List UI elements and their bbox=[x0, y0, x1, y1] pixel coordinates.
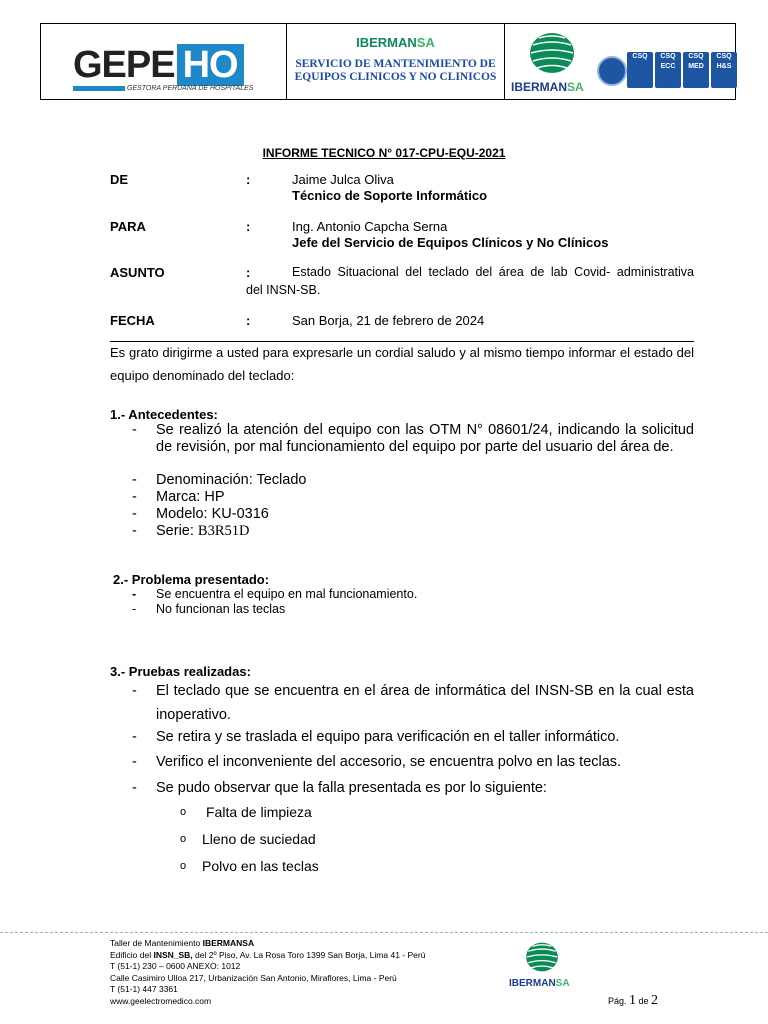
para-name: Ing. Antonio Capcha Serna bbox=[292, 219, 448, 234]
asunto-text-line1: Estado Situacional del teclado del área de lab Covid- administrativa bbox=[292, 265, 694, 279]
intro-paragraph: Es grato dirigirme a usted para expresarle un cordial saludo y al mismo tiempo informar el estado del equipo denominado del teclado: bbox=[110, 345, 694, 383]
footer-line-4: Calle Casimiro Ulloa 217, Urbanización San Antonio, Miraflores, Lima - Perú bbox=[110, 972, 397, 983]
list-item: - Verifico el inconveniente del accesorio, se encuentra polvo en las teclas. bbox=[132, 754, 622, 770]
list-item: - El teclado que se encuentra en el área de informática del INSN-SB en la cual esta inoperativo. bbox=[132, 683, 694, 723]
section-pruebas-heading: 3.- Pruebas realizadas: bbox=[110, 664, 251, 679]
de-role: Técnico de Soporte Informático bbox=[292, 188, 488, 203]
fecha-value: San Borja, 21 de febrero de 2024 bbox=[292, 313, 485, 328]
list-item: - Denominación: Teclado bbox=[132, 472, 307, 488]
para-role: Jefe del Servicio de Equipos Clínicos y No Clínicos bbox=[292, 235, 609, 250]
sub-list-item: o Falta de limpieza bbox=[180, 804, 312, 820]
sub-list-item: o Lleno de suciedad bbox=[180, 831, 316, 847]
list-item: - Serie: B3R51D bbox=[132, 523, 250, 539]
fecha-label: FECHA bbox=[110, 313, 155, 328]
logo-bar bbox=[73, 86, 125, 91]
ibermansa-logo-text: IBERMANSA bbox=[511, 80, 584, 94]
list-item: - No funcionan las teclas bbox=[132, 602, 286, 616]
cert-badge-4: CSQ H&S bbox=[711, 52, 737, 88]
footer-website: www.geelectromedico.com bbox=[110, 995, 212, 1006]
de-name: Jaime Julca Oliva bbox=[292, 172, 394, 187]
list-item: - Se realizó la atención del equipo con las OTM N° 08601/24, indicando la solicitud de revisión, por mal funcionamiento del equipo por parte del usuario del área de. bbox=[132, 422, 694, 455]
asunto-text-line2: del INSN-SB. bbox=[246, 283, 321, 297]
page-number: Pág. 1 de 2 bbox=[608, 993, 659, 1008]
fecha-colon: : bbox=[246, 313, 251, 328]
letterhead bbox=[40, 23, 736, 100]
footer-line-1: Taller de Mantenimiento IBERMANSA bbox=[110, 938, 255, 948]
section-antecedentes-heading: 1.- Antecedentes: bbox=[110, 407, 218, 422]
footer-ibermansa-logo: IBERMANSA bbox=[509, 978, 570, 989]
footer-address bbox=[110, 938, 425, 1008]
list-item: - Se encuentra el equipo en mal funcionamiento. bbox=[132, 587, 418, 601]
ibermansa-globe-icon bbox=[527, 31, 577, 75]
footer-divider bbox=[0, 932, 768, 933]
service-title: SERVICIO DE MANTENIMIENTO DE EQUIPOS CLINICOS Y NO CLINICOS bbox=[294, 58, 497, 83]
section-problema-heading: 2.- Problema presentado: bbox=[113, 572, 270, 587]
ibermansa-title: IBERMANSA bbox=[356, 35, 435, 50]
asunto-label: ASUNTO bbox=[110, 265, 165, 280]
footer-line-5: T (51-1) 447 3361 bbox=[110, 984, 178, 995]
list-item: - Se retira y se traslada el equipo para verificación en el taller informático. bbox=[132, 729, 620, 745]
asunto-colon: : bbox=[246, 265, 251, 280]
list-item: - Modelo: KU-0316 bbox=[132, 506, 269, 522]
gepeho-subtitle: GESTORA PERUANA DE HOSPITALES bbox=[127, 85, 254, 92]
ibermansa-logo-cell bbox=[505, 24, 735, 99]
iqnet-badge-icon bbox=[597, 56, 627, 86]
cert-badge-2: CSQ ECC bbox=[655, 52, 681, 88]
para-label: PARA bbox=[110, 219, 146, 234]
footer-line-2: Edificio del INSN_SB, del 2º Piso, Av. La Rosa Toro 1399 San Borja, Lima 41 - Perú bbox=[110, 949, 426, 960]
para-colon: : bbox=[246, 219, 251, 234]
footer-globe-icon bbox=[524, 940, 560, 974]
list-item: - Se pudo observar que la falla presentada es por lo siguiente: bbox=[132, 780, 547, 796]
list-item: - Marca: HP bbox=[132, 489, 225, 505]
de-label: DE bbox=[110, 172, 129, 187]
cert-badge-1: CSQ bbox=[627, 52, 653, 88]
sub-list-item: o Polvo en las teclas bbox=[180, 858, 319, 874]
cert-badge-3: CSQ MED bbox=[683, 52, 709, 88]
de-colon: : bbox=[246, 172, 251, 187]
gepeho-logo: GEPE HO bbox=[73, 46, 244, 84]
service-title-cell bbox=[287, 24, 505, 99]
footer-line-3: T (51-1) 230 – 0600 ANEXO: 1012 bbox=[110, 961, 241, 972]
report-title: INFORME TECNICO N° 017-CPU-EQU-2021 bbox=[262, 146, 506, 160]
gepeho-logo-cell bbox=[41, 24, 287, 99]
